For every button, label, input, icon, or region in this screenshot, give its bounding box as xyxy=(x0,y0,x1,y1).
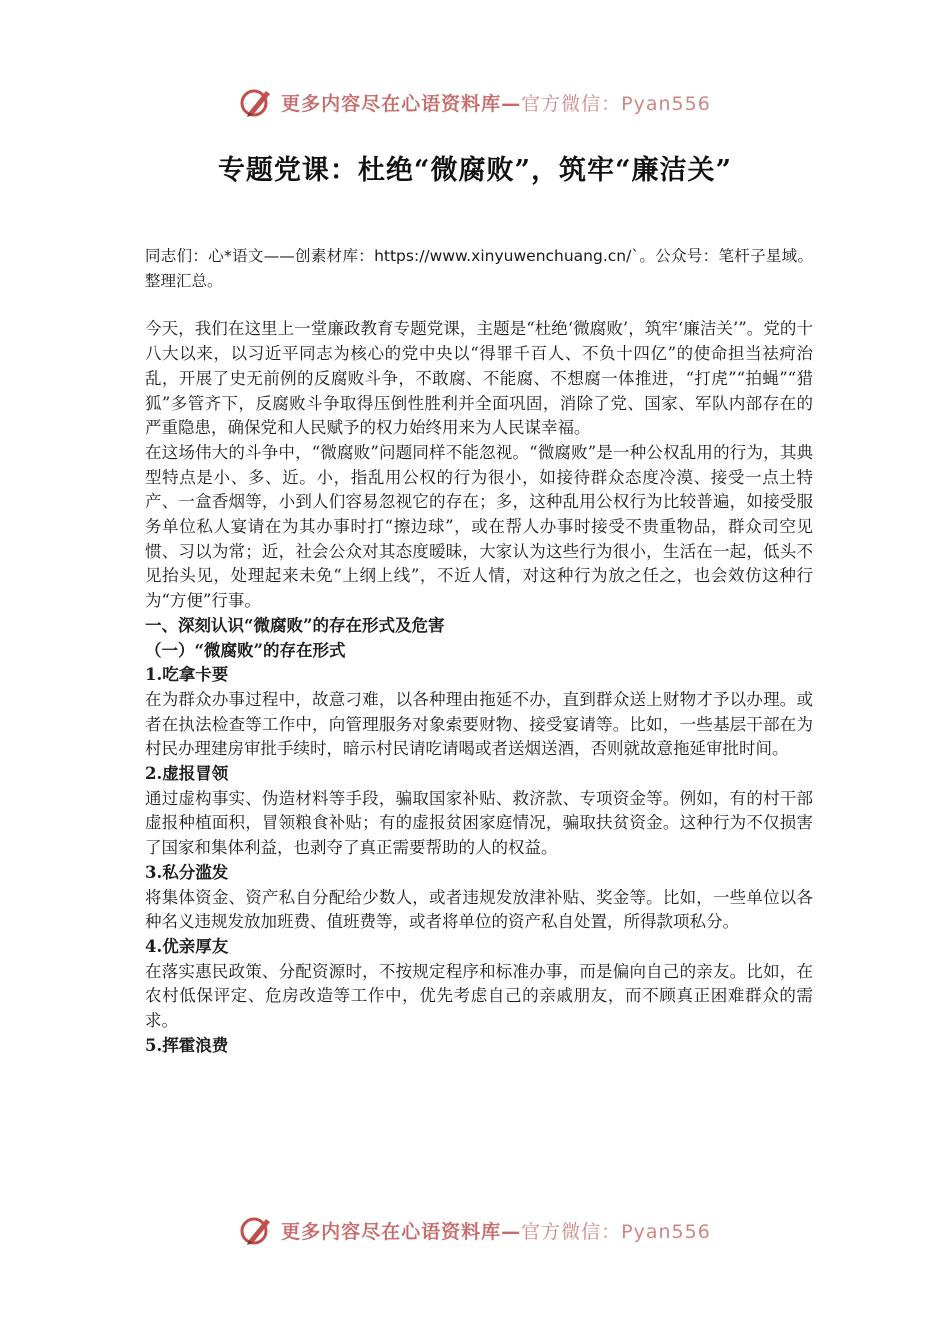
item-heading: 4.优亲厚友 xyxy=(145,936,229,956)
page-title: 专题党课：杜绝“微腐败”，筑牢“廉洁关” xyxy=(217,155,733,186)
pen-circle-logo-icon xyxy=(239,1213,273,1247)
item-heading: 2.虚报冒领 xyxy=(145,764,229,784)
item-heading: 3.私分滥发 xyxy=(145,862,229,882)
intro-paragraph: 同志们：心*语文——创素材库：https://www.xinyuwenchuang.cn/`。公众号：笔杆子星域。整理汇总。 xyxy=(145,247,813,290)
subsection-heading: （一）“微腐败”的存在形式 xyxy=(145,640,346,660)
footer-banner xyxy=(0,1208,950,1252)
banner-text: 更多内容尽在心语资料库—官方微信：Pyan556 xyxy=(281,92,711,115)
document-body xyxy=(145,244,813,1059)
item-text: 将集体资金、资产私自分配给少数人，或者违规发放津补贴、奖金等。比如，一些单位以各种名义违规发放加班费、值班费等，或者将单位的资产私自处置，所得款项私分。 xyxy=(145,887,813,932)
pen-circle-logo-icon xyxy=(239,85,273,119)
item-heading: 1.吃拿卡要 xyxy=(145,665,229,685)
banner-text: 更多内容尽在心语资料库—官方微信：Pyan556 xyxy=(281,1220,711,1243)
item-heading: 5.挥霍浪费 xyxy=(145,1035,229,1055)
item-text: 在落实惠民政策、分配资源时，不按规定程序和标准办事，而是偏向自己的亲友。比如，在农村低保评定、危房改造等工作中，优先考虑自己的亲戚朋友，而不顾真正困难群众的需求。 xyxy=(145,961,813,1031)
item-text: 在为群众办事过程中，故意刁难，以各种理由拖延不办，直到群众送上财物才予以办理。或者在执法检查等工作中，向管理服务对象索要财物、接受宴请等。比如，一些基层干部在为村民办理建房审批手续时，暗示村民请吃请喝或者送烟送酒，否则就故意拖延审批时间。 xyxy=(145,689,813,759)
paragraph: 今天，我们在这里上一堂廉政教育专题党课，主题是“杜绝‘微腐败’，筑牢‘廉洁关’”。党的十八大以来，以习近平同志为核心的党中央以“得罪千百人、不负十四亿”的使命担当祛疴治乱，开展了史无前例的反腐败斗争，不敢腐、不能腐、不想腐一体推进，“打虎”“拍蝇”“猎狐”多管齐下，反腐败斗争取得压倒性胜利并全面巩固，消除了党、国家、军队内部存在的严重隐患，确保党和人民赋予的权力始终用来为人民谋幸福。 xyxy=(145,319,813,438)
header-banner xyxy=(0,80,950,124)
paragraph: 在这场伟大的斗争中，“微腐败”问题同样不能忽视。“微腐败”是一种公权乱用的行为，其典型特点是小、多、近。小，指乱用公权的行为很小，如接待群众态度冷漠、接受一点土特产、一盒香烟等，小到人们容易忽视它的存在；多，这种乱用公权行为比较普遍，如接受服务单位私人宴请在为其办事时打“擦边球”，或在帮人办事时接受不贵重物品，群众司空见惯、习以为常；近，社会公众对其态度暧昧，大家认为这些行为很小，生活在一起，低头不见抬头见，处理起来未免“上纲上线”，不近人情，对这种行为放之任之，也会效仿这种行为“方便”行事。 xyxy=(145,442,813,611)
item-text: 通过虚构事实、伪造材料等手段，骗取国家补贴、救济款、专项资金等。例如，有的村干部虚报种植面积，冒领粮食补贴；有的虚报贫困家庭情况，骗取扶贫资金。这种行为不仅损害了国家和集体利益，也剥夺了真正需要帮助的人的权益。 xyxy=(145,788,813,858)
section-heading: 一、深刻认识“微腐败”的存在形式及危害 xyxy=(145,615,445,635)
